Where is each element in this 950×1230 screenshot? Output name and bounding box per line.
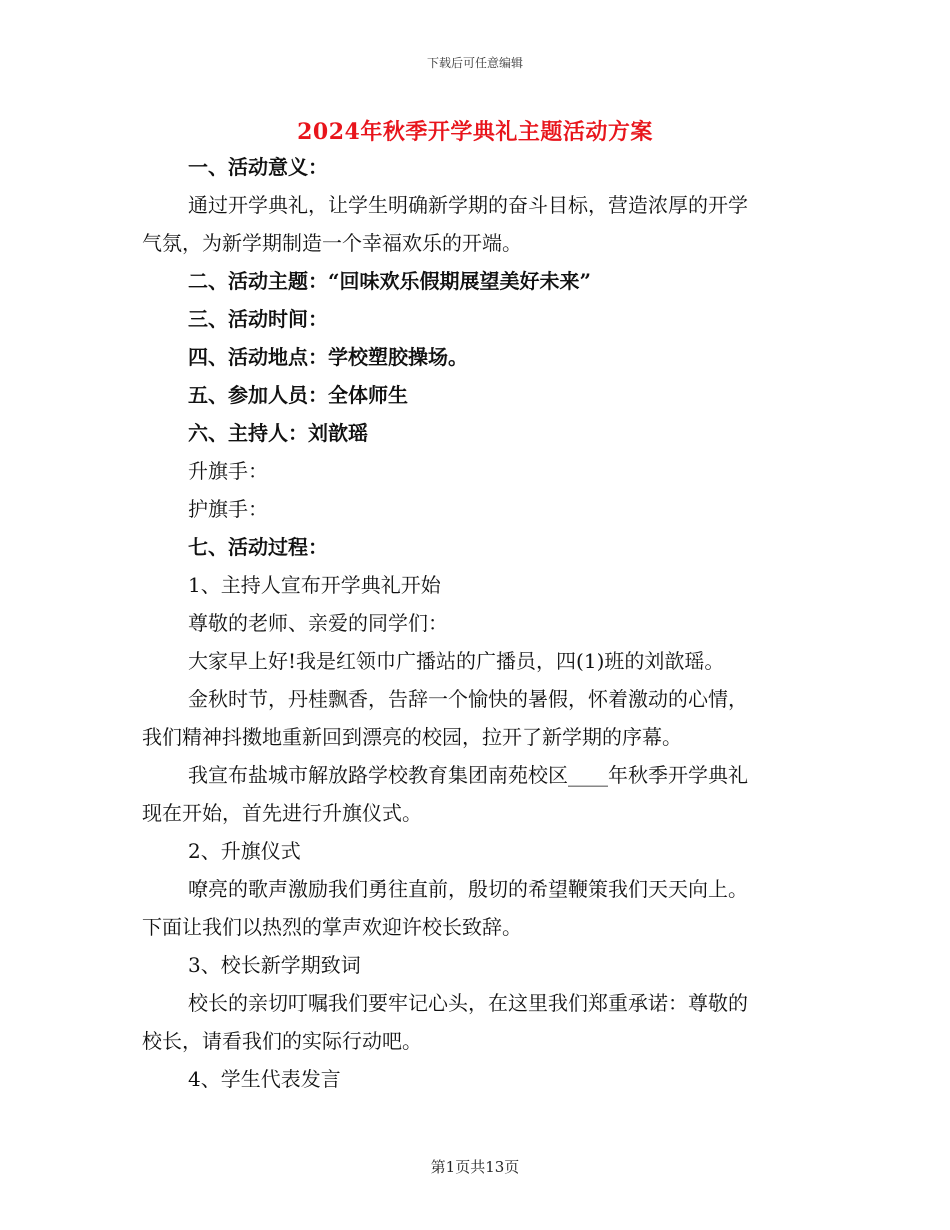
paragraph-line: 校长，请看我们的实际行动吧。 — [142, 1029, 422, 1053]
paragraph-line: 金秋时节，丹桂飘香，告辞一个愉快的暑假，怀着激动的心情， — [188, 687, 748, 711]
document-body — [142, 148, 802, 1098]
section-heading-theme: 二、活动主题：“回味欢乐假期展望美好未来” — [188, 269, 592, 293]
section-heading-location: 四、活动地点：学校塑胶操场。 — [188, 345, 468, 369]
paragraph-line: 气氛，为新学期制造一个幸福欢乐的开端。 — [142, 231, 522, 255]
paragraph-line: 现在开始，首先进行升旗仪式。 — [142, 801, 422, 825]
paragraph-line: 校长的亲切叮嘱我们要牢记心头，在这里我们郑重承诺：尊敬的 — [188, 991, 748, 1015]
paragraph-line: 我宣布盐城市解放路学校教育集团南苑校区____年秋季开学典礼 — [188, 763, 748, 787]
step-heading: 2、升旗仪式 — [188, 839, 301, 863]
section-heading-time: 三、活动时间： — [188, 307, 328, 331]
section-heading-process: 七、活动过程： — [188, 535, 328, 559]
paragraph-line: 我们精神抖擞地重新回到漂亮的校园，拉开了新学期的序幕。 — [142, 725, 682, 749]
section-heading-participants: 五、参加人员：全体师生 — [188, 383, 408, 407]
section-heading-host: 六、主持人：刘歆瑶 — [188, 421, 368, 445]
flag-raiser-line: 升旗手： — [188, 459, 268, 483]
document-title: 2024年秋季开学典礼主题活动方案 — [297, 119, 653, 145]
paragraph-line: 大家早上好!我是红领巾广播站的广播员，四(1)班的刘歆瑶。 — [188, 649, 725, 673]
step-heading: 3、校长新学期致词 — [188, 953, 361, 977]
step-heading: 4、学生代表发言 — [188, 1067, 341, 1091]
step-heading: 1、主持人宣布开学典礼开始 — [188, 573, 441, 597]
flag-guard-line: 护旗手： — [188, 497, 268, 521]
header-note: 下载后可任意编辑 — [426, 56, 523, 70]
paragraph-line: 尊敬的老师、亲爱的同学们： — [188, 611, 448, 635]
page-number: 第1页共13页 — [430, 1158, 520, 1176]
paragraph-line: 嘹亮的歌声激励我们勇往直前，殷切的希望鞭策我们天天向上。 — [188, 877, 748, 901]
paragraph-line: 下面让我们以热烈的掌声欢迎许校长致辞。 — [142, 915, 522, 939]
section-heading-significance: 一、活动意义： — [188, 155, 328, 179]
paragraph-line: 通过开学典礼，让学生明确新学期的奋斗目标，营造浓厚的开学 — [188, 193, 748, 217]
